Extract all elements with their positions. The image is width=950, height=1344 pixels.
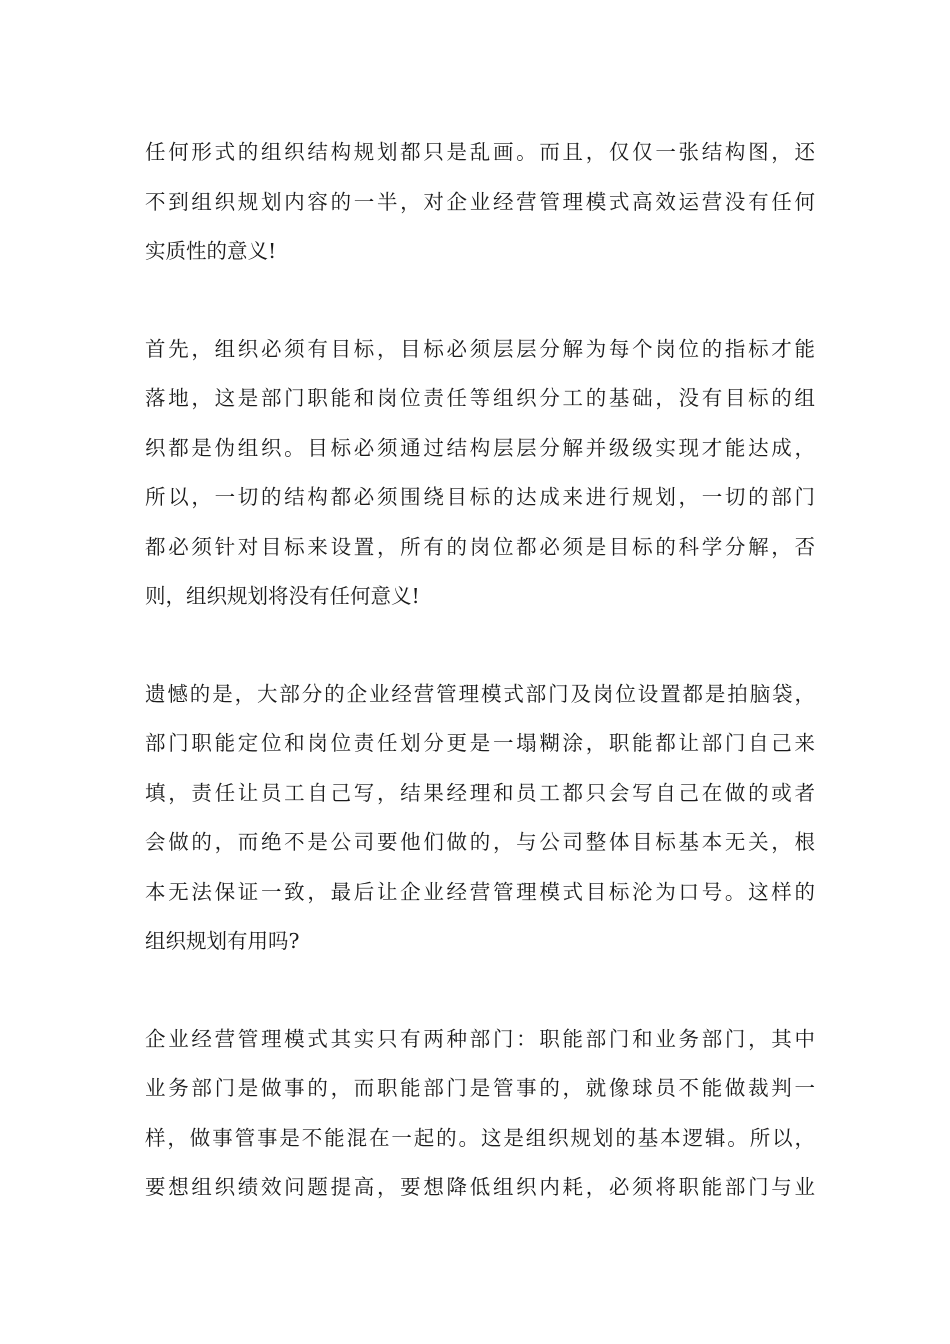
text-line: 要想组织绩效问题提高，要想降低组织内耗，必须将职能部门与业: [145, 1175, 815, 1199]
text-line: 部门职能定位和岗位责任划分更是一塌糊涂，职能都让部门自己来: [145, 731, 815, 755]
text-line: 落地，这是部门职能和岗位责任等组织分工的基础，没有目标的组: [145, 386, 815, 410]
text-line: 不到组织规划内容的一半，对企业经营管理模式高效运营没有任何: [145, 189, 815, 214]
text-line: 织都是伪组织。目标必须通过结构层层分解并级级实现才能达成，: [145, 435, 815, 460]
text-line: 遗憾的是，大部分的企业经营管理模式部门及岗位设置都是拍脑袋，: [145, 681, 815, 706]
paragraph-gap: [145, 622, 815, 670]
paragraph: [145, 670, 815, 967]
document-body: [145, 128, 815, 1213]
text-line: 则，组织规划将没有任何意义!: [145, 584, 420, 608]
paragraph-gap: [145, 967, 815, 1015]
text-line: 实质性的意义!: [145, 239, 277, 263]
paragraph-gap: [145, 277, 815, 325]
text-line: 填，责任让员工自己写，结果经理和员工都只会写自己在做的或者: [145, 780, 815, 805]
text-line: 任何形式的组织结构规划都只是乱画。而且，仅仅一张结构图，还: [145, 140, 815, 164]
text-line: 样，做事管事是不能混在一起的。这是组织规划的基本逻辑。所以，: [145, 1125, 815, 1150]
paragraph: [145, 325, 815, 622]
text-line: 会做的，而绝不是公司要他们做的，与公司整体目标基本无关，根: [145, 830, 815, 854]
paragraph: [145, 128, 815, 277]
text-line: 企业经营管理模式其实只有两种部门：职能部门和业务部门，其中: [145, 1026, 815, 1051]
text-line: 业务部门是做事的，而职能部门是管事的，就像球员不能做裁判一: [145, 1076, 815, 1100]
text-line: 组织规划有用吗?: [145, 929, 300, 953]
text-line: 所以，一切的结构都必须围绕目标的达成来进行规划，一切的部门: [145, 485, 815, 509]
paragraph: [145, 1015, 815, 1213]
text-line: 本无法保证一致，最后让企业经营管理模式目标沦为口号。这样的: [145, 879, 815, 904]
text-line: 首先，组织必须有目标，目标必须层层分解为每个岗位的指标才能: [145, 336, 815, 361]
text-line: 都必须针对目标来设置，所有的岗位都必须是目标的科学分解，否: [145, 534, 815, 559]
